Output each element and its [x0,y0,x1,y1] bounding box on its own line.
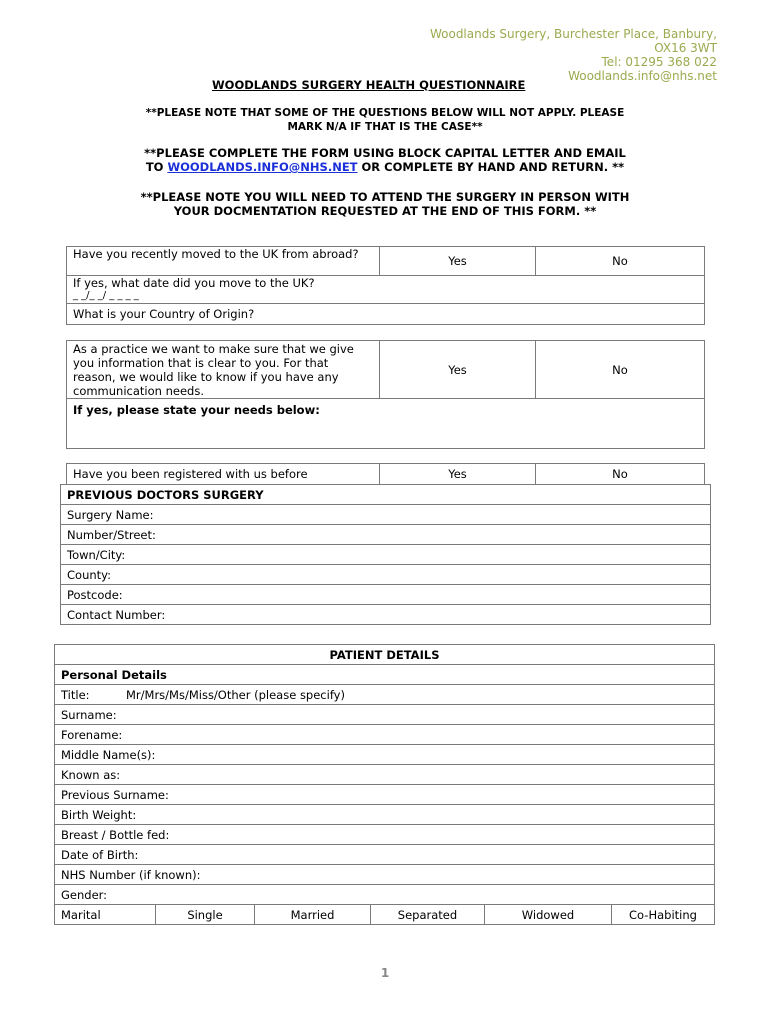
document-title: WOODLANDS SURGERY HEALTH QUESTIONNAIRE [212,78,526,92]
patient-details-heading: PATIENT DETAILS [55,645,715,665]
note-block-capitals-line1: **PLEASE COMPLETE THE FORM USING BLOCK CAPITAL LETTER AND EMAIL [144,146,626,160]
practice-address [430,27,717,83]
marital-separated-option[interactable]: Separated [371,905,485,925]
marital-widowed-option[interactable]: Widowed [485,905,612,925]
forename-field[interactable]: Forename: [55,725,715,745]
county-field[interactable]: County: [61,565,711,585]
previous-surgery-heading: PREVIOUS DOCTORS SURGERY [61,485,711,505]
registered-no-option[interactable]: No [536,464,705,485]
note-block-capitals [60,146,710,174]
address-line-1: Woodlands Surgery, Burchester Place, Banbury, [429,27,717,41]
communication-yes-option[interactable]: Yes [380,341,536,399]
breast-bottle-fed-field[interactable]: Breast / Bottle fed: [55,825,715,845]
title-field[interactable] [55,685,715,705]
birth-weight-field[interactable]: Birth Weight: [55,805,715,825]
marital-cohabiting-option[interactable]: Co-Habiting [612,905,715,925]
surgery-name-field[interactable]: Surgery Name: [61,505,711,525]
registered-question: Have you been registered with us before [67,464,380,485]
title-options: Mr/Mrs/Ms/Miss/Other (please specify) [126,687,345,702]
note-prefix: TO [145,160,168,174]
note-suffix: OR COMPLETE BY HAND AND RETURN. ** [357,160,625,174]
previous-surname-field[interactable]: Previous Surname: [55,785,715,805]
address-line-2: OX16 3WT [654,41,717,55]
nhs-number-field[interactable]: NHS Number (if known): [55,865,715,885]
gender-field[interactable]: Gender: [55,885,715,905]
move-date-label: If yes, what date did you move to the UK? [73,276,315,290]
registered-before-table [66,463,705,485]
moved-no-option[interactable]: No [536,247,705,276]
practice-phone: Tel: 01295 368 022 [601,55,717,69]
title-label: Title: [61,687,90,702]
note-block-capitals-line2 [60,160,710,174]
country-of-origin-field[interactable]: What is your Country of Origin? [67,304,705,325]
moved-yes-option[interactable]: Yes [380,247,536,276]
note-attend-in-person [60,190,710,218]
town-city-field[interactable]: Town/City: [61,545,711,565]
communication-question: As a practice we want to make sure that we give you information that is clear to you. For that reason, we would like to know if you have any communication needs. [67,341,380,399]
note-na [60,106,710,134]
practice-email: Woodlands.info@nhs.net [568,69,717,83]
note-attend-line2: YOUR DOCMENTATION REQUESTED AT THE END OF THIS FORM. ** [173,204,597,218]
previous-surgery-table [60,484,711,625]
communication-needs-field[interactable]: If yes, please state your needs below: [67,399,705,449]
patient-details-table [54,644,715,925]
middle-names-field[interactable]: Middle Name(s): [55,745,715,765]
personal-details-subheading: Personal Details [55,665,715,685]
postcode-field[interactable]: Postcode: [61,585,711,605]
date-of-birth-field[interactable]: Date of Birth: [55,845,715,865]
note-attend-line1: **PLEASE NOTE YOU WILL NEED TO ATTEND THE SURGERY IN PERSON WITH [140,190,630,204]
marital-married-option[interactable]: Married [255,905,371,925]
move-date-field[interactable] [67,276,705,304]
note-na-line1: **PLEASE NOTE THAT SOME OF THE QUESTIONS BELOW WILL NOT APPLY. PLEASE [145,107,625,119]
marital-label: Marital [55,905,156,925]
contact-number-field[interactable]: Contact Number: [61,605,711,625]
registered-yes-option[interactable]: Yes [380,464,536,485]
moved-question: Have you recently moved to the UK from abroad? [67,247,380,276]
email-link[interactable]: WOODLANDS.INFO@NHS.NET [167,160,358,174]
move-date-placeholder: _ _/_ _/ _ _ _ _ [73,290,139,301]
communication-needs-table [66,340,705,449]
communication-no-option[interactable]: No [536,341,705,399]
known-as-field[interactable]: Known as: [55,765,715,785]
surname-field[interactable]: Surname: [55,705,715,725]
page-number: 1 [380,966,390,980]
moved-to-uk-table [66,246,705,325]
marital-single-option[interactable]: Single [156,905,255,925]
note-na-line2: MARK N/A IF THAT IS THE CASE** [287,121,483,133]
number-street-field[interactable]: Number/Street: [61,525,711,545]
